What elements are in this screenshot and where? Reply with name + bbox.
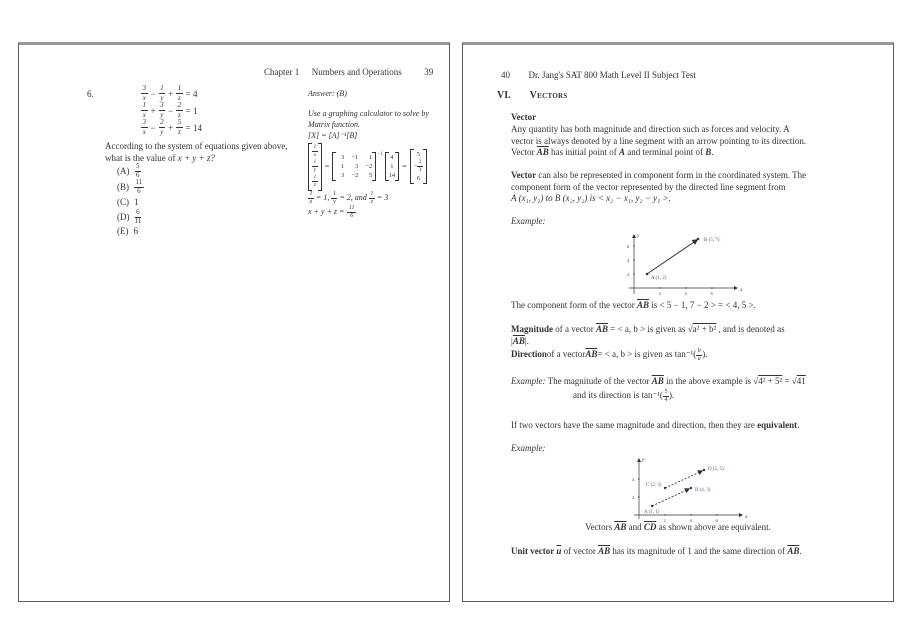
component-para-line3: A (x₁, y₁) to B (x₂, y₂) is < x₂ − x₁, y₂ − y₁ >. xyxy=(511,193,671,203)
point-c-label: C (2, 3) xyxy=(646,483,662,488)
equation-1: $\frac{3}{x}$ − $\frac{1}{y}$ + $\frac{1}{z}$ = 4 xyxy=(142,84,198,102)
lhs-vector: $\frac{1}{x}$ $\frac{1}{y}$ $\frac{1}{z}$ xyxy=(308,143,322,191)
left-page xyxy=(18,42,450,602)
point-a-label: A (1, 2) xyxy=(651,276,667,281)
y-tick-6: 6 xyxy=(627,244,630,249)
y-tick-4: 4 xyxy=(632,477,635,482)
section-numeral: VI. xyxy=(497,90,511,101)
vector-ab-arrow xyxy=(647,240,697,274)
radicand-a2b2: a² + b² xyxy=(692,324,717,334)
radicand-4252: 4² + 5² xyxy=(758,376,783,386)
direction-line: Direction of a vector $\overline{AB}$ = < a, b > is given as tan⁻¹( $\frac{b}{a}$ ). xyxy=(511,348,708,363)
choice-c: (C) 1 xyxy=(117,197,139,207)
matrix-a: 3 −1 1 1 3 −2 3 −2 5 xyxy=(332,152,376,181)
y-tick-2: 2 xyxy=(627,272,630,277)
example2-line1: Example: The magnitude of the vector $\overline{AB}$ in the above example is √4² + 5² = √41 xyxy=(511,376,806,386)
left-page-header xyxy=(264,67,433,79)
equation-3: $\frac{3}{x}$ − $\frac{2}{y}$ + $\frac{5}{z}$ = 14 xyxy=(142,118,202,136)
section-heading xyxy=(497,90,568,102)
x-axis-label: x xyxy=(740,287,743,293)
example3-label: Example: xyxy=(511,443,546,453)
vector-subheading: Vector xyxy=(511,112,537,122)
answer-line: Answer: (B) xyxy=(308,89,347,98)
section-title: Vectors xyxy=(529,90,568,101)
point-b-dot xyxy=(690,487,692,489)
final-answer-line: x + y + z = $\frac{11}{6}$ xyxy=(308,205,355,220)
vector-b: 4 1 14 xyxy=(385,152,400,181)
right-page-number: 40 xyxy=(501,70,510,80)
y-axis-label: y xyxy=(642,457,645,463)
equation-2: $\frac{1}{x}$ + $\frac{3}{y}$ − $\frac{2}{z}$ = 1 xyxy=(142,101,198,119)
matrix-inverse-exponent: −1 xyxy=(377,152,383,158)
x-tick-6: 6 xyxy=(715,518,718,523)
graph-equivalent-vectors xyxy=(623,451,755,527)
solution-note-line2: Matrix function. xyxy=(308,120,360,129)
example1-label: Example: xyxy=(511,216,546,226)
matrix-formula: [X] = [A]⁻¹[B] xyxy=(308,131,358,140)
point-c-dot xyxy=(664,487,666,489)
vector-para-line1: Any quantity has both magnitude and direction such as forces and velocity. A xyxy=(511,124,790,134)
x-tick-6: 6 xyxy=(710,291,713,296)
book-title: Dr. Jang's SAT 800 Math Level II Subject Test xyxy=(528,70,696,80)
point-a-dot xyxy=(646,273,649,276)
component-para-line1: Vector can also be represented in component form in the coordinated system. The xyxy=(511,170,807,180)
matrix-equation: $\frac{1}{x}$ $\frac{1}{y}$ $\frac{1}{z}$ = 3 −1 1 1 3 −2 3 −2 5 −1 4 1 14 = 5 − $\frac{2}{3}$ 6 xyxy=(308,143,427,191)
point-a-label: A (1, 1) xyxy=(644,510,660,515)
vector-ab-arrow xyxy=(652,489,689,506)
x-tick-2: 2 xyxy=(663,518,666,523)
point-b-dot xyxy=(697,238,700,241)
graph-vector-ab xyxy=(618,228,750,300)
y-axis-label: y xyxy=(637,233,640,239)
y-tick-4: 4 xyxy=(627,258,630,263)
component-result-line: The component form of the vector $\overline{AB}$ is < 5 − 1, 7 − 2 > = < 4, 5 >. xyxy=(511,300,756,310)
question-stem-line2: what is the value of x + y + z? xyxy=(105,153,215,163)
problem-number: 6. xyxy=(87,89,94,99)
radicand-41: 41 xyxy=(796,376,806,386)
magnitude-line1: Magnitude of a vector $\overline{AB}$ = < a, b > is given as √a² + b² , and is denoted as xyxy=(511,324,785,334)
chapter-title: Numbers and Operations xyxy=(311,67,402,77)
choice-a: (A) $\frac{5}{6}$ xyxy=(117,162,140,180)
choice-d: (D) $\frac{6}{11}$ xyxy=(117,208,142,226)
point-a-dot xyxy=(651,505,653,507)
matrix-a-with-exponent xyxy=(332,152,382,181)
y-tick-2: 2 xyxy=(632,495,635,500)
vector-para-line3: Vector $\overline{AB}$ has initial point of A and terminal point of B. xyxy=(511,147,714,157)
unit-vector-u-symbol: $\overline{u}$ xyxy=(556,546,562,556)
x-tick-4: 4 xyxy=(689,518,692,523)
vector-para-line2: vector is always denoted by a line segment with an arrow pointing to its direction. xyxy=(511,135,807,146)
x-tick-4: 4 xyxy=(684,291,687,296)
stem-math: x + y + z? xyxy=(177,153,215,163)
right-page xyxy=(462,42,894,602)
vector-cd-arrow xyxy=(665,471,702,488)
graph2-caption: Vectors $\overline{AB}$ and $\overline{CD}$ as shown above are equivalent. xyxy=(585,522,771,532)
point-d-dot xyxy=(703,469,705,471)
result-vector: 5 − $\frac{2}{3}$ 6 xyxy=(410,149,427,184)
choice-b: (B) $\frac{11}{6}$ xyxy=(117,178,143,196)
point-b-label: B (5, 7) xyxy=(704,238,720,243)
solution-note-line1: Use a graphing calculator to solve by xyxy=(308,109,429,118)
chapter-label: Chapter 1 xyxy=(264,67,300,77)
right-page-header xyxy=(501,70,696,82)
magnitude-line2: $|\overline{AB}|$. xyxy=(511,336,529,346)
equation-system xyxy=(141,85,202,136)
x-axis-label: x xyxy=(745,514,748,520)
equivalent-line: If two vectors have the same magnitude and direction, then they are equivalent. xyxy=(511,420,800,430)
point-d-label: D (5, 5) xyxy=(708,467,724,472)
choice-e: (E) 6 xyxy=(117,226,138,236)
vector-ab-symbol: $\overline{AB}$ xyxy=(536,147,549,157)
solution-values-line: $\frac{1}{x}$ = 1, $\frac{1}{y}$ = 2, and $\frac{1}{z}$ = 3 xyxy=(309,191,389,206)
unit-vector-line: Unit vector $\overline{u}$ of vector $\overline{AB}$ has its magnitude of 1 and the same direction of $\overline{AB}$. xyxy=(511,546,802,556)
example2-line2: and its direction is tan⁻¹( $\frac{5}{4}$ ). xyxy=(573,389,675,404)
component-para-line2: component form of the vector represented by the directed line segment from xyxy=(511,181,786,192)
x-tick-2: 2 xyxy=(658,291,661,296)
left-page-number: 39 xyxy=(424,67,434,77)
point-b-label: B (4, 3) xyxy=(695,488,711,493)
question-stem-line1: According to the system of equations given above, xyxy=(105,141,288,151)
